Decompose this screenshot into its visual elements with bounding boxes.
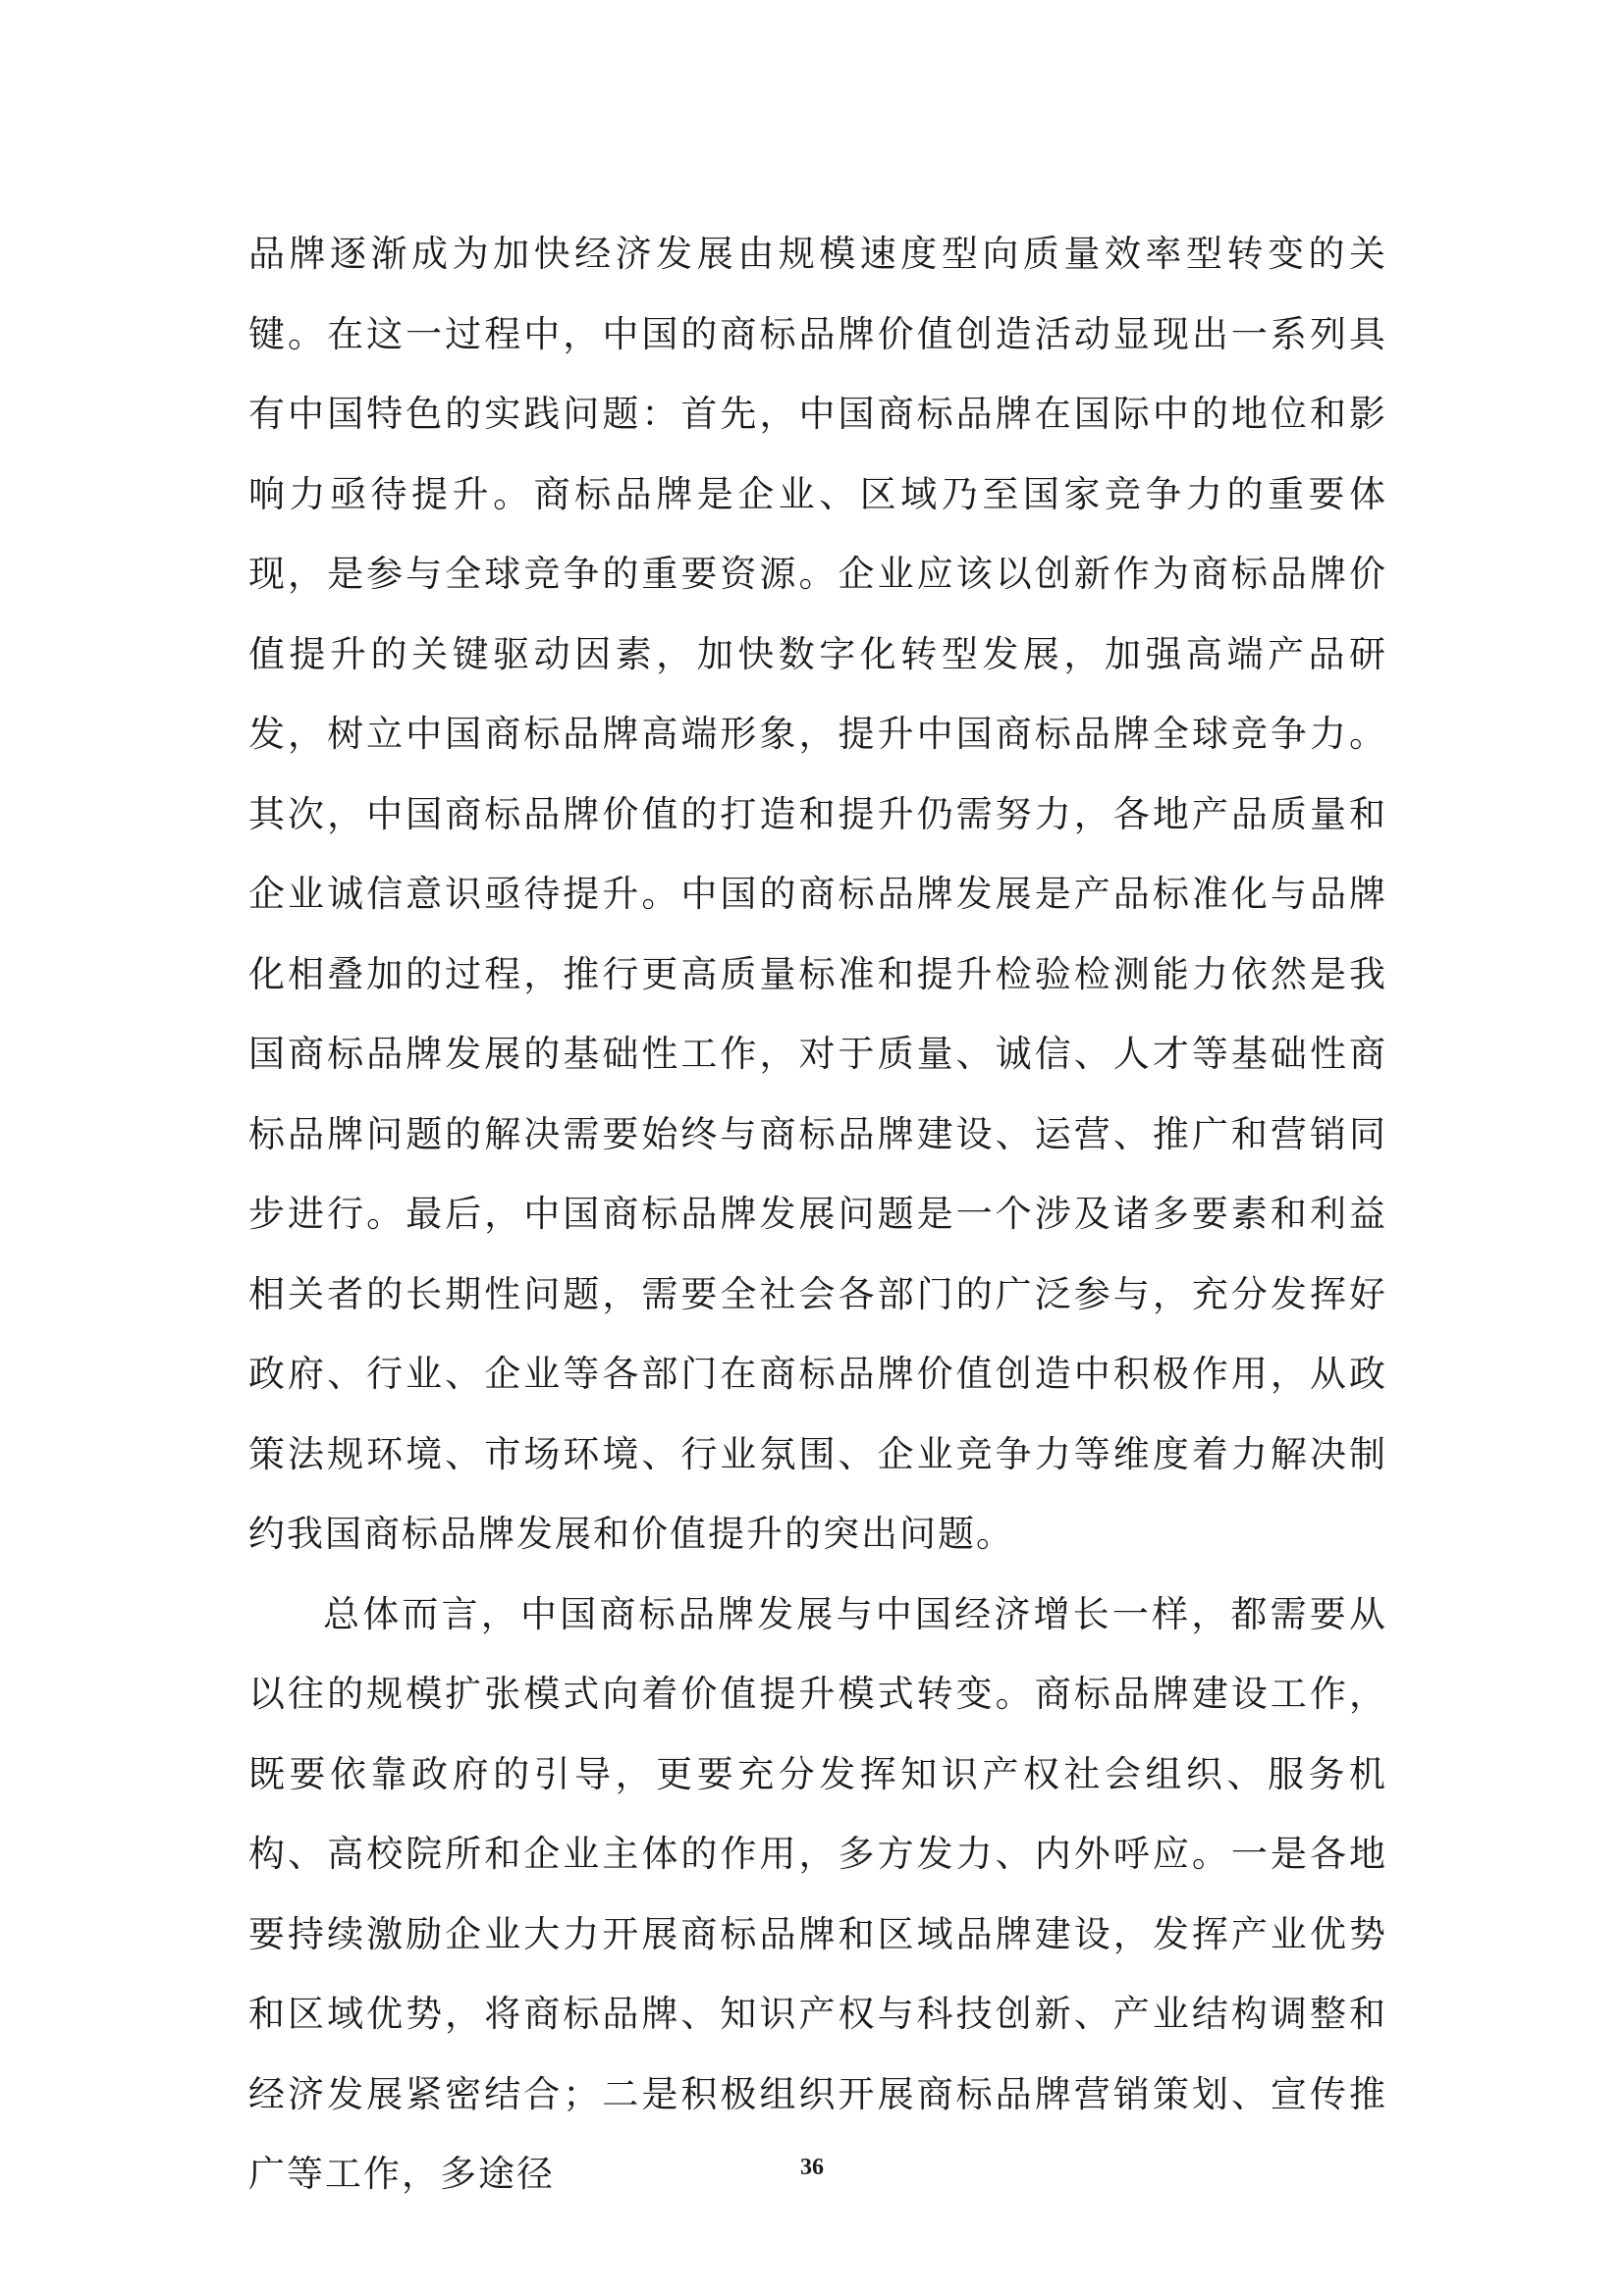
paragraph-summary: 总体而言，中国商标品牌发展与中国经济增长一样，都需要从以往的规模扩张模式向着价值提升模式转变。商标品牌建设工作，既要依靠政府的引导，更要充分发挥知识产权社会组织、服务机构、高校院所和企业主体的作用，多方发力、内外呼应。一是各地要持续激励企业大力开展商标品牌和区域品牌建设，发挥产业优势和区域优势，将商标品牌、知识产权与科技创新、产业结构调整和经济发展紧密结合；二是积极组织开展商标品牌营销策划、宣传推广等工作，多途径 xyxy=(248,1592,1387,2195)
paragraph-continued: 品牌逐渐成为加快经济发展由规模速度型向质量效率型转变的关键。在这一过程中，中国的商标品牌价值创造活动显现出一系列具有中国特色的实践问题：首先，中国商标品牌在国际中的地位和影响力亟待提升。商标品牌是企业、区域乃至国家竞争力的重要体现，是参与全球竞争的重要资源。企业应该以创新作为商标品牌价值提升的关键驱动因素，加快数字化转型发展，加强高端产品研发，树立中国商标品牌高端形象，提升中国商标品牌全球竞争力。其次，中国商标品牌价值的打造和提升仍需努力，各地产品质量和企业诚信意识亟待提升。中国的商标品牌发展是产品标准化与品牌化相叠加的过程，推行更高质量标准和提升检验检测能力依然是我国商标品牌发展的基础性工作，对于质量、诚信、人才等基础性商标品牌问题的解决需要始终与商标品牌建设、运营、推广和营销同步进行。最后，中国商标品牌发展问题是一个涉及诸多要素和利益相关者的长期性问题，需要全社会各部门的广泛参与，充分发挥好政府、行业、企业等各部门在商标品牌价值创造中积极作用，从政策法规环境、市场环境、行业氛围、企业竞争力等维度着力解决制约我国商标品牌发展和价值提升的突出问题。 xyxy=(248,233,1387,1555)
page-number: 36 xyxy=(800,2155,824,2180)
body-text xyxy=(248,214,1387,2215)
